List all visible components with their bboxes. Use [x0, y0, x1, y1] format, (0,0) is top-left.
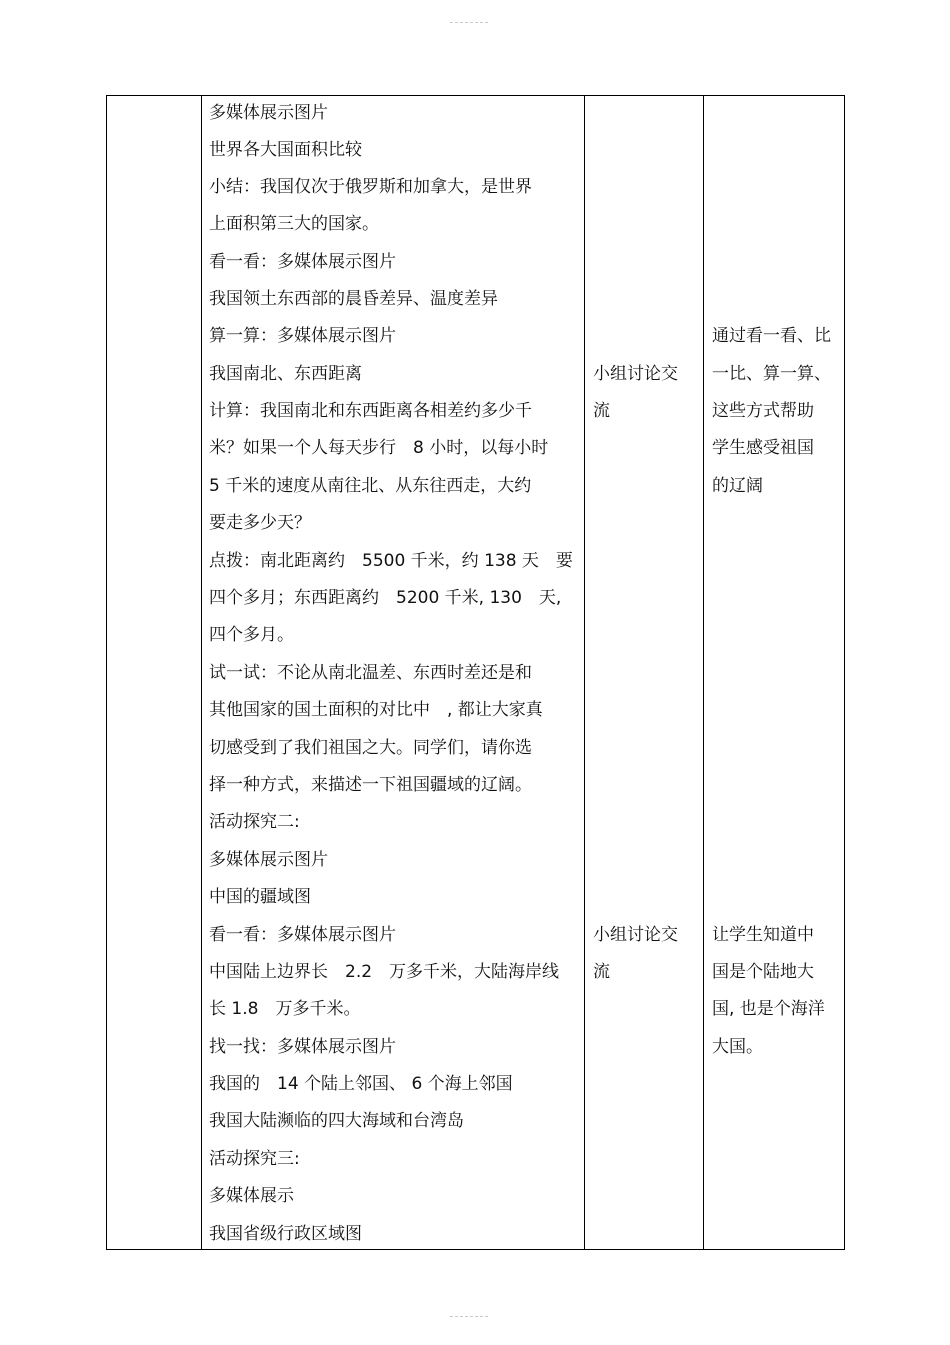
- text-line: 活动探究二:: [209, 812, 300, 832]
- text-line: 我国领土东西部的晨昏差异、温度差异: [209, 289, 498, 309]
- text-line: 小结：我国仅次于俄罗斯和加拿大，是世界: [209, 177, 532, 197]
- text-line: 的辽阔: [712, 476, 763, 496]
- footer-dots: [450, 1316, 500, 1320]
- text-line: 上面积第三大的国家。: [209, 214, 379, 234]
- student-activity-column: [593, 96, 701, 1249]
- text-line: 其他国家的国土面积的对比中 , 都让大家真: [209, 700, 543, 720]
- text-line: 试一试：不论从南北温差、东西时差还是和: [209, 663, 532, 683]
- text-line: 多媒体展示图片: [209, 850, 328, 870]
- text-line: 我国大陆濒临的四大海域和台湾岛: [209, 1111, 464, 1131]
- teacher-activity-column: [209, 96, 581, 1249]
- text-line: 小组讨论交: [593, 364, 678, 384]
- column-divider: [584, 96, 585, 1249]
- text-line: 世界各大国面积比较: [209, 140, 362, 160]
- text-line: 切感受到了我们祖国之大。同学们，请你选: [209, 738, 532, 758]
- text-line: 多媒体展示图片: [209, 103, 328, 123]
- text-line: 要走多少天？: [209, 513, 311, 533]
- text-line: 通过看一看、比: [712, 326, 831, 346]
- text-line: 择一种方式，来描述一下祖国疆域的辽阔。: [209, 775, 532, 795]
- text-line: 流: [593, 962, 610, 982]
- text-line: 我国南北、东西距离: [209, 364, 362, 384]
- text-line: 流: [593, 401, 610, 421]
- lesson-table: [106, 95, 845, 1250]
- text-line: 中国陆上边界长 2.2 万多千米，大陆海岸线: [209, 962, 560, 982]
- text-line: 看一看：多媒体展示图片: [209, 252, 396, 272]
- text-line: 米？如果一个人每天步行 8 小时，以每小时: [209, 438, 549, 458]
- text-line: 找一找：多媒体展示图片: [209, 1037, 396, 1057]
- header-dots: [450, 22, 500, 26]
- text-line: 计算：我国南北和东西距离各相差约多少千: [209, 401, 532, 421]
- column-divider: [201, 96, 202, 1249]
- text-line: 活动探究三:: [209, 1149, 300, 1169]
- text-line: 学生感受祖国: [712, 438, 814, 458]
- text-line: 看一看：多媒体展示图片: [209, 925, 396, 945]
- text-line: 一比、算一算、: [712, 364, 831, 384]
- text-line: 这些方式帮助: [712, 401, 814, 421]
- text-line: 我国的 14 个陆上邻国、 6 个海上邻国: [209, 1074, 513, 1094]
- column-divider: [703, 96, 704, 1249]
- design-intent-column: [712, 96, 840, 1249]
- text-line: 长 1.8 万多千米。: [209, 999, 361, 1019]
- text-line: 四个多月。: [209, 625, 294, 645]
- text-line: 四个多月；东西距离约 5200 千米, 130 天,: [209, 588, 562, 608]
- text-line: 大国。: [712, 1037, 763, 1057]
- text-line: 5 千米的速度从南往北、从东往西走，大约: [209, 476, 532, 496]
- text-line: 算一算：多媒体展示图片: [209, 326, 396, 346]
- text-line: 国, 也是个海洋: [712, 999, 825, 1019]
- text-line: 让学生知道中: [712, 925, 814, 945]
- text-line: 我国省级行政区域图: [209, 1224, 362, 1244]
- text-line: 国是个陆地大: [712, 962, 814, 982]
- text-line: 点拨：南北距离约 5500 千米，约 138 天 要: [209, 551, 573, 571]
- text-line: 中国的疆域图: [209, 887, 311, 907]
- text-line: 多媒体展示: [209, 1186, 294, 1206]
- text-line: 小组讨论交: [593, 925, 678, 945]
